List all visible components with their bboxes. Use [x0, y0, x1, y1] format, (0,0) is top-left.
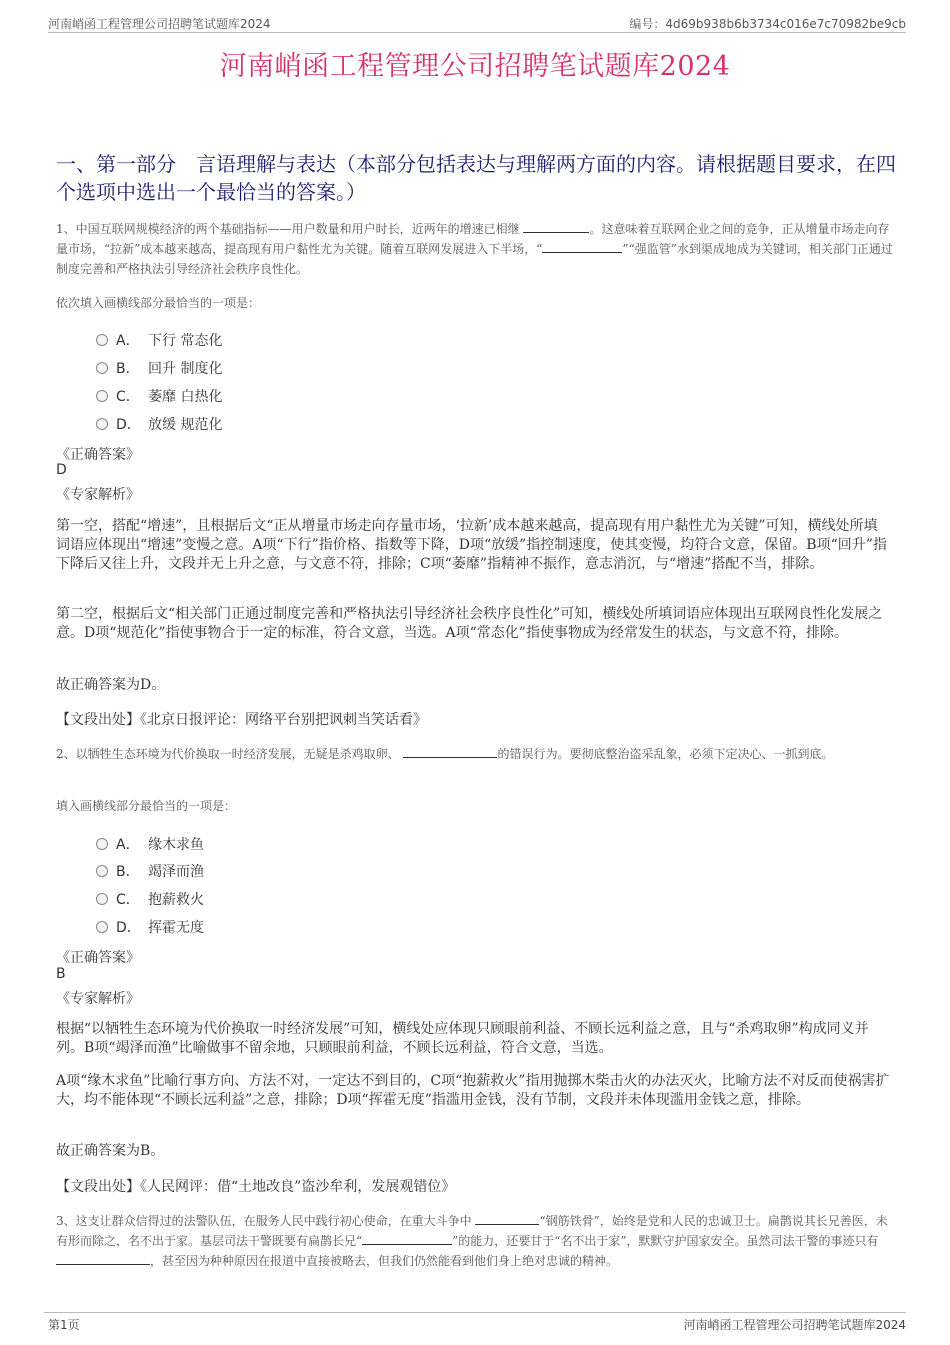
- fill-blank: [403, 745, 497, 758]
- question-1-option-c[interactable]: C． 萎靡 白热化: [96, 386, 222, 408]
- radio-icon[interactable]: [96, 390, 108, 402]
- radio-icon[interactable]: [96, 893, 108, 905]
- header-doc-title: 河南峭函工程管理公司招聘笔试题库2024: [48, 17, 271, 31]
- answer-value: D: [56, 462, 67, 478]
- radio-icon[interactable]: [96, 838, 108, 850]
- question-1-stem: 1、中国互联网规模经济的两个基础指标——用户数量和用户时长，近两年的增速已相继 。这意味着互联网企业之间的竞争，正从增量市场走向存量市场，“拉新”成本越来越高，提高现有用户黏性尤为关键。随着互联网发展进入下半场，“ ”“强监管”水到渠成地成为关键词，相关部门正通过制度完善和严格执法引导经济社会秩序良性化。: [56, 222, 893, 276]
- analysis-paragraph: 第一空，搭配“增速”，且根据后文“正从增量市场走向存量市场，‘拉新’成本越来越高，提高现有用户黏性尤为关键”可知，横线处所填词语应体现出“增速”变慢之意。A项“下行”指价格、指数等下降，D项“放缓”指控制速度，使其变慢，均符合文意，保留。B项“回升”指下降后又往上升，文段并无上升之意，与文意不符，排除；C项“萎靡”指精神不振作，意志消沉，与“增速”搭配不当，排除。: [56, 518, 887, 572]
- page-title: 河南峭函工程管理公司招聘笔试题库2024: [219, 51, 731, 82]
- analysis-conclusion: 故正确答案为B。: [56, 1143, 165, 1159]
- radio-icon[interactable]: [96, 921, 108, 933]
- question-3-stem: 3、这支让群众信得过的法警队伍，在服务人民中践行初心使命，在重大斗争中 “钢筋铁骨”，始终是党和人民的忠诚卫士。扁鹊说其长兄善医，未有形而除之，名不出于家。基层司法干警既要有扁鹊长兄“ ”的能力，还要甘于“名不出于家”，默默守护国家安全。虽然司法干警的事迹只有 ，甚至因为种种原因在报道中直接被略去，但我们仍然能看到他们身上绝对忠诚的精神。: [56, 1214, 888, 1268]
- fill-blank: [523, 220, 589, 233]
- page-footer: [44, 1312, 906, 1332]
- answer-value: B: [56, 966, 66, 982]
- analysis-label: 《专家解析》: [56, 487, 140, 503]
- section-heading: 一、第一部分 言语理解与表达（本部分包括表达与理解两方面的内容。请根据题目要求，在四个选项中选出一个最恰当的答案。）: [56, 152, 896, 204]
- radio-icon[interactable]: [96, 418, 108, 430]
- header-doc-id: 编号：4d69b938b6b3734c016e7c70982be9cb: [629, 17, 906, 31]
- question-2-option-c[interactable]: C． 抱薪救火: [96, 889, 204, 911]
- analysis-paragraph: 根据“以牺牲生态环境为代价换取一时经济发展”可知，横线处应体现只顾眼前利益、不顾长远利益之意，且与“杀鸡取卵”构成同义并列。B项“竭泽而渔”比喻做事不留余地，只顾眼前利益，不顾长远利益，符合文意，当选。: [56, 1021, 869, 1056]
- radio-icon[interactable]: [96, 362, 108, 374]
- question-1-option-d[interactable]: D． 放缓 规范化: [96, 414, 222, 436]
- page-header: [48, 12, 906, 33]
- source-citation: 【文段出处】《人民网评：借“土地改良”盗沙牟利，发展观错位》: [56, 1179, 456, 1195]
- question-2-option-d[interactable]: D． 挥霍无度: [96, 917, 204, 939]
- analysis-paragraph: A项“缘木求鱼”比喻行事方向、方法不对，一定达不到目的，C项“抱薪救火”指用抛掷木柴击火的办法灭火，比喻方法不对反而使祸害扩大，均不能体现“不顾长远利益”之意，排除；D项“挥霍无度”指滥用金钱，没有节制，文段并未体现滥用金钱之意，排除。: [56, 1073, 890, 1108]
- question-2-stem: 2、以牺牲生态环境为代价换取一时经济发展，无疑是杀鸡取卵、 的错误行为。要彻底整治盗采乱象，必须下定决心、一抓到底。: [56, 747, 834, 761]
- fill-blank: [542, 240, 622, 253]
- question-2-instruction: 填入画横线部分最恰当的一项是：: [56, 799, 237, 813]
- question-2-option-a[interactable]: A． 缘木求鱼: [96, 834, 204, 856]
- answer-label: 《正确答案》: [56, 950, 140, 966]
- analysis-conclusion: 故正确答案为D。: [56, 677, 166, 693]
- radio-icon[interactable]: [96, 865, 108, 877]
- question-1-option-a[interactable]: A． 下行 常态化: [96, 330, 222, 352]
- analysis-label: 《专家解析》: [56, 991, 140, 1007]
- radio-icon[interactable]: [96, 334, 108, 346]
- answer-label: 《正确答案》: [56, 447, 140, 463]
- fill-blank: [362, 1232, 452, 1245]
- page-number: 第1页: [48, 1318, 80, 1332]
- question-1-instruction: 依次填入画横线部分最恰当的一项是：: [56, 296, 261, 310]
- footer-doc-title: 河南峭函工程管理公司招聘笔试题库2024: [683, 1318, 906, 1332]
- question-1-option-b[interactable]: B． 回升 制度化: [96, 358, 222, 380]
- fill-blank: [56, 1252, 150, 1265]
- question-2-option-b[interactable]: B． 竭泽而渔: [96, 861, 204, 883]
- source-citation: 【文段出处】《北京日报评论：网络平台别把讽刺当笑话看》: [56, 712, 427, 728]
- analysis-paragraph: 第二空，根据后文“相关部门正通过制度完善和严格执法引导经济社会秩序良性化”可知，横线处所填词语应体现出互联网良性化发展之意。D项“规范化”指使事物合于一定的标准，符合文意，当选。A项“常态化”指使事物成为经常发生的状态，与文意不符，排除。: [56, 606, 883, 641]
- fill-blank: [475, 1212, 539, 1225]
